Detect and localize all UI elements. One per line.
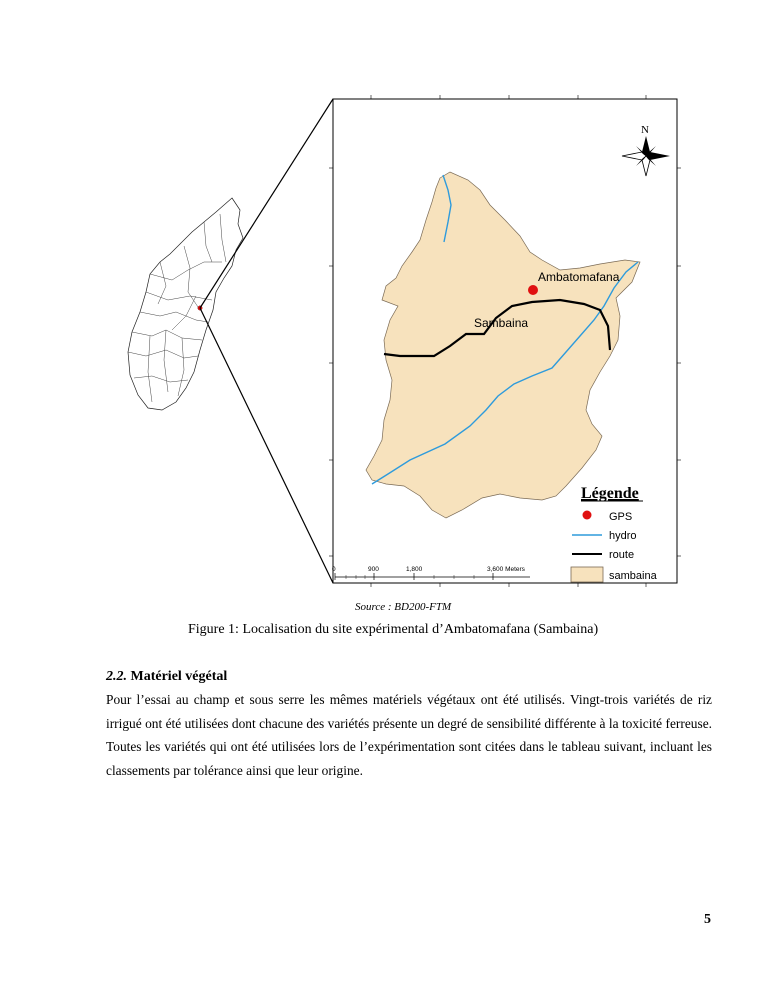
scale-label-3600: 3,600 Meters xyxy=(487,566,525,573)
section-title: Matériel végétal xyxy=(130,669,228,684)
gps-point-ambatomafana xyxy=(528,285,538,295)
zoom-connector-bottom xyxy=(200,308,333,583)
legend-sambaina-symbol xyxy=(571,567,603,582)
madagascar-outline xyxy=(128,198,243,410)
scale-label-900: 900 xyxy=(368,566,379,573)
figure-caption: Figure 1: Localisation du site expérimental d’Ambatomafana (Sambaina) xyxy=(188,622,599,637)
legend-gps-symbol xyxy=(583,511,592,520)
north-label: N xyxy=(641,124,649,136)
page-number: 5 xyxy=(704,912,711,927)
legend-title: Légende xyxy=(581,485,639,502)
scale-label-0: 0 xyxy=(332,566,336,573)
section-heading xyxy=(106,669,227,685)
legend-item-route: route xyxy=(609,549,635,561)
road-label-sambaina: Sambaina xyxy=(474,316,529,330)
figure-source: Source : BD200-FTM xyxy=(355,601,452,613)
scale-label-1800: 1,800 xyxy=(406,566,423,573)
legend-item-sambaina: sambaina xyxy=(609,570,657,582)
legend-item-gps: GPS xyxy=(609,511,633,523)
place-label-ambatomafana: Ambatomafana xyxy=(538,270,620,284)
detail-map xyxy=(329,95,681,587)
legend-item-hydro: hydro xyxy=(609,530,637,542)
section-paragraph: Pour l’essai au champ et sous serre les mêmes matériels végétaux ont été utilisés. Vingt-trois variétés de riz irrigué ont été utilisées dont chacune des variétés présente un degré de sensibilité différente à la toxicité ferreuse. Toutes les variétés qui ont été utilisées lors de l’expérimentation sont citées dans le tableau suivant, incluant les classements par tolérance ainsi que leur origine. xyxy=(106,692,712,778)
zoom-connector-top xyxy=(200,99,333,308)
section-number: 2.2. xyxy=(106,669,127,684)
madagascar-inset-map xyxy=(128,198,243,410)
